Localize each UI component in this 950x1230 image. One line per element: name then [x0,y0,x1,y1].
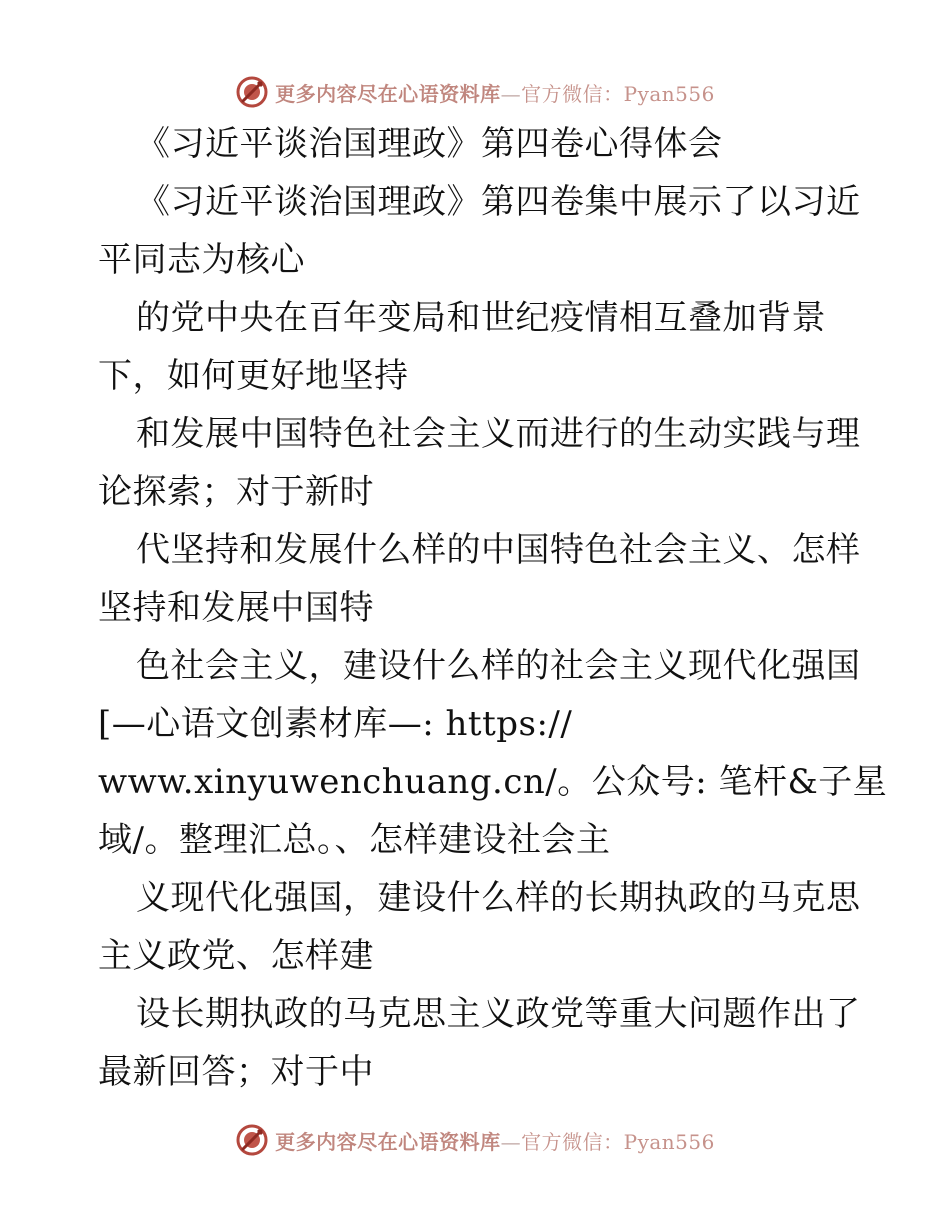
text-line: 义现代化强国，建设什么样的长期执政的马克思 [136,878,861,918]
text-line: www.xinyuwenchuang.cn/。公众号: 笔杆&子星 [98,762,888,802]
pen-seal-icon [235,1123,269,1157]
footer-banner [0,1120,950,1160]
footer-separator: — [500,1129,522,1154]
text-line: 坚持和发展中国特 [98,588,374,628]
footer-site-name: 更多内容尽在心语资料库 [275,1129,501,1154]
text-line: 的党中央在百年变局和世纪疫情相互叠加背景 [136,298,826,338]
header-separator: — [500,81,522,106]
text-line: 最新回答；对于中 [98,1052,374,1092]
header-site-name: 更多内容尽在心语资料库 [275,81,501,106]
text-line: 域/。整理汇总。、怎样建设社会主 [98,820,611,860]
text-line: 下，如何更好地坚持 [98,356,409,396]
text-line: 和发展中国特色社会主义而进行的生动实践与理 [136,414,861,454]
text-line: 主义政党、怎样建 [98,936,374,976]
header-banner-text [275,78,715,107]
text-line: 《习近平谈治国理政》第四卷集中展示了以习近 [136,182,861,222]
text-line: 设长期执政的马克思主义政党等重大问题作出了 [136,994,861,1034]
document-body [98,115,888,1101]
pen-seal-icon [235,75,269,109]
text-line: 色社会主义，建设什么样的社会主义现代化强国 [136,646,861,686]
header-banner [0,72,950,112]
document-title: 《习近平谈治国理政》第四卷心得体会 [136,124,723,164]
text-line: [—心语文创素材库—: https:// [98,704,573,744]
header-contact: 官方微信：Pyan556 [521,81,715,106]
footer-contact: 官方微信：Pyan556 [521,1129,715,1154]
text-line: 论探索；对于新时 [98,472,374,512]
footer-banner-text [275,1126,715,1155]
text-line: 代坚持和发展什么样的中国特色社会主义、怎样 [136,530,861,570]
text-line: 平同志为核心 [98,240,305,280]
